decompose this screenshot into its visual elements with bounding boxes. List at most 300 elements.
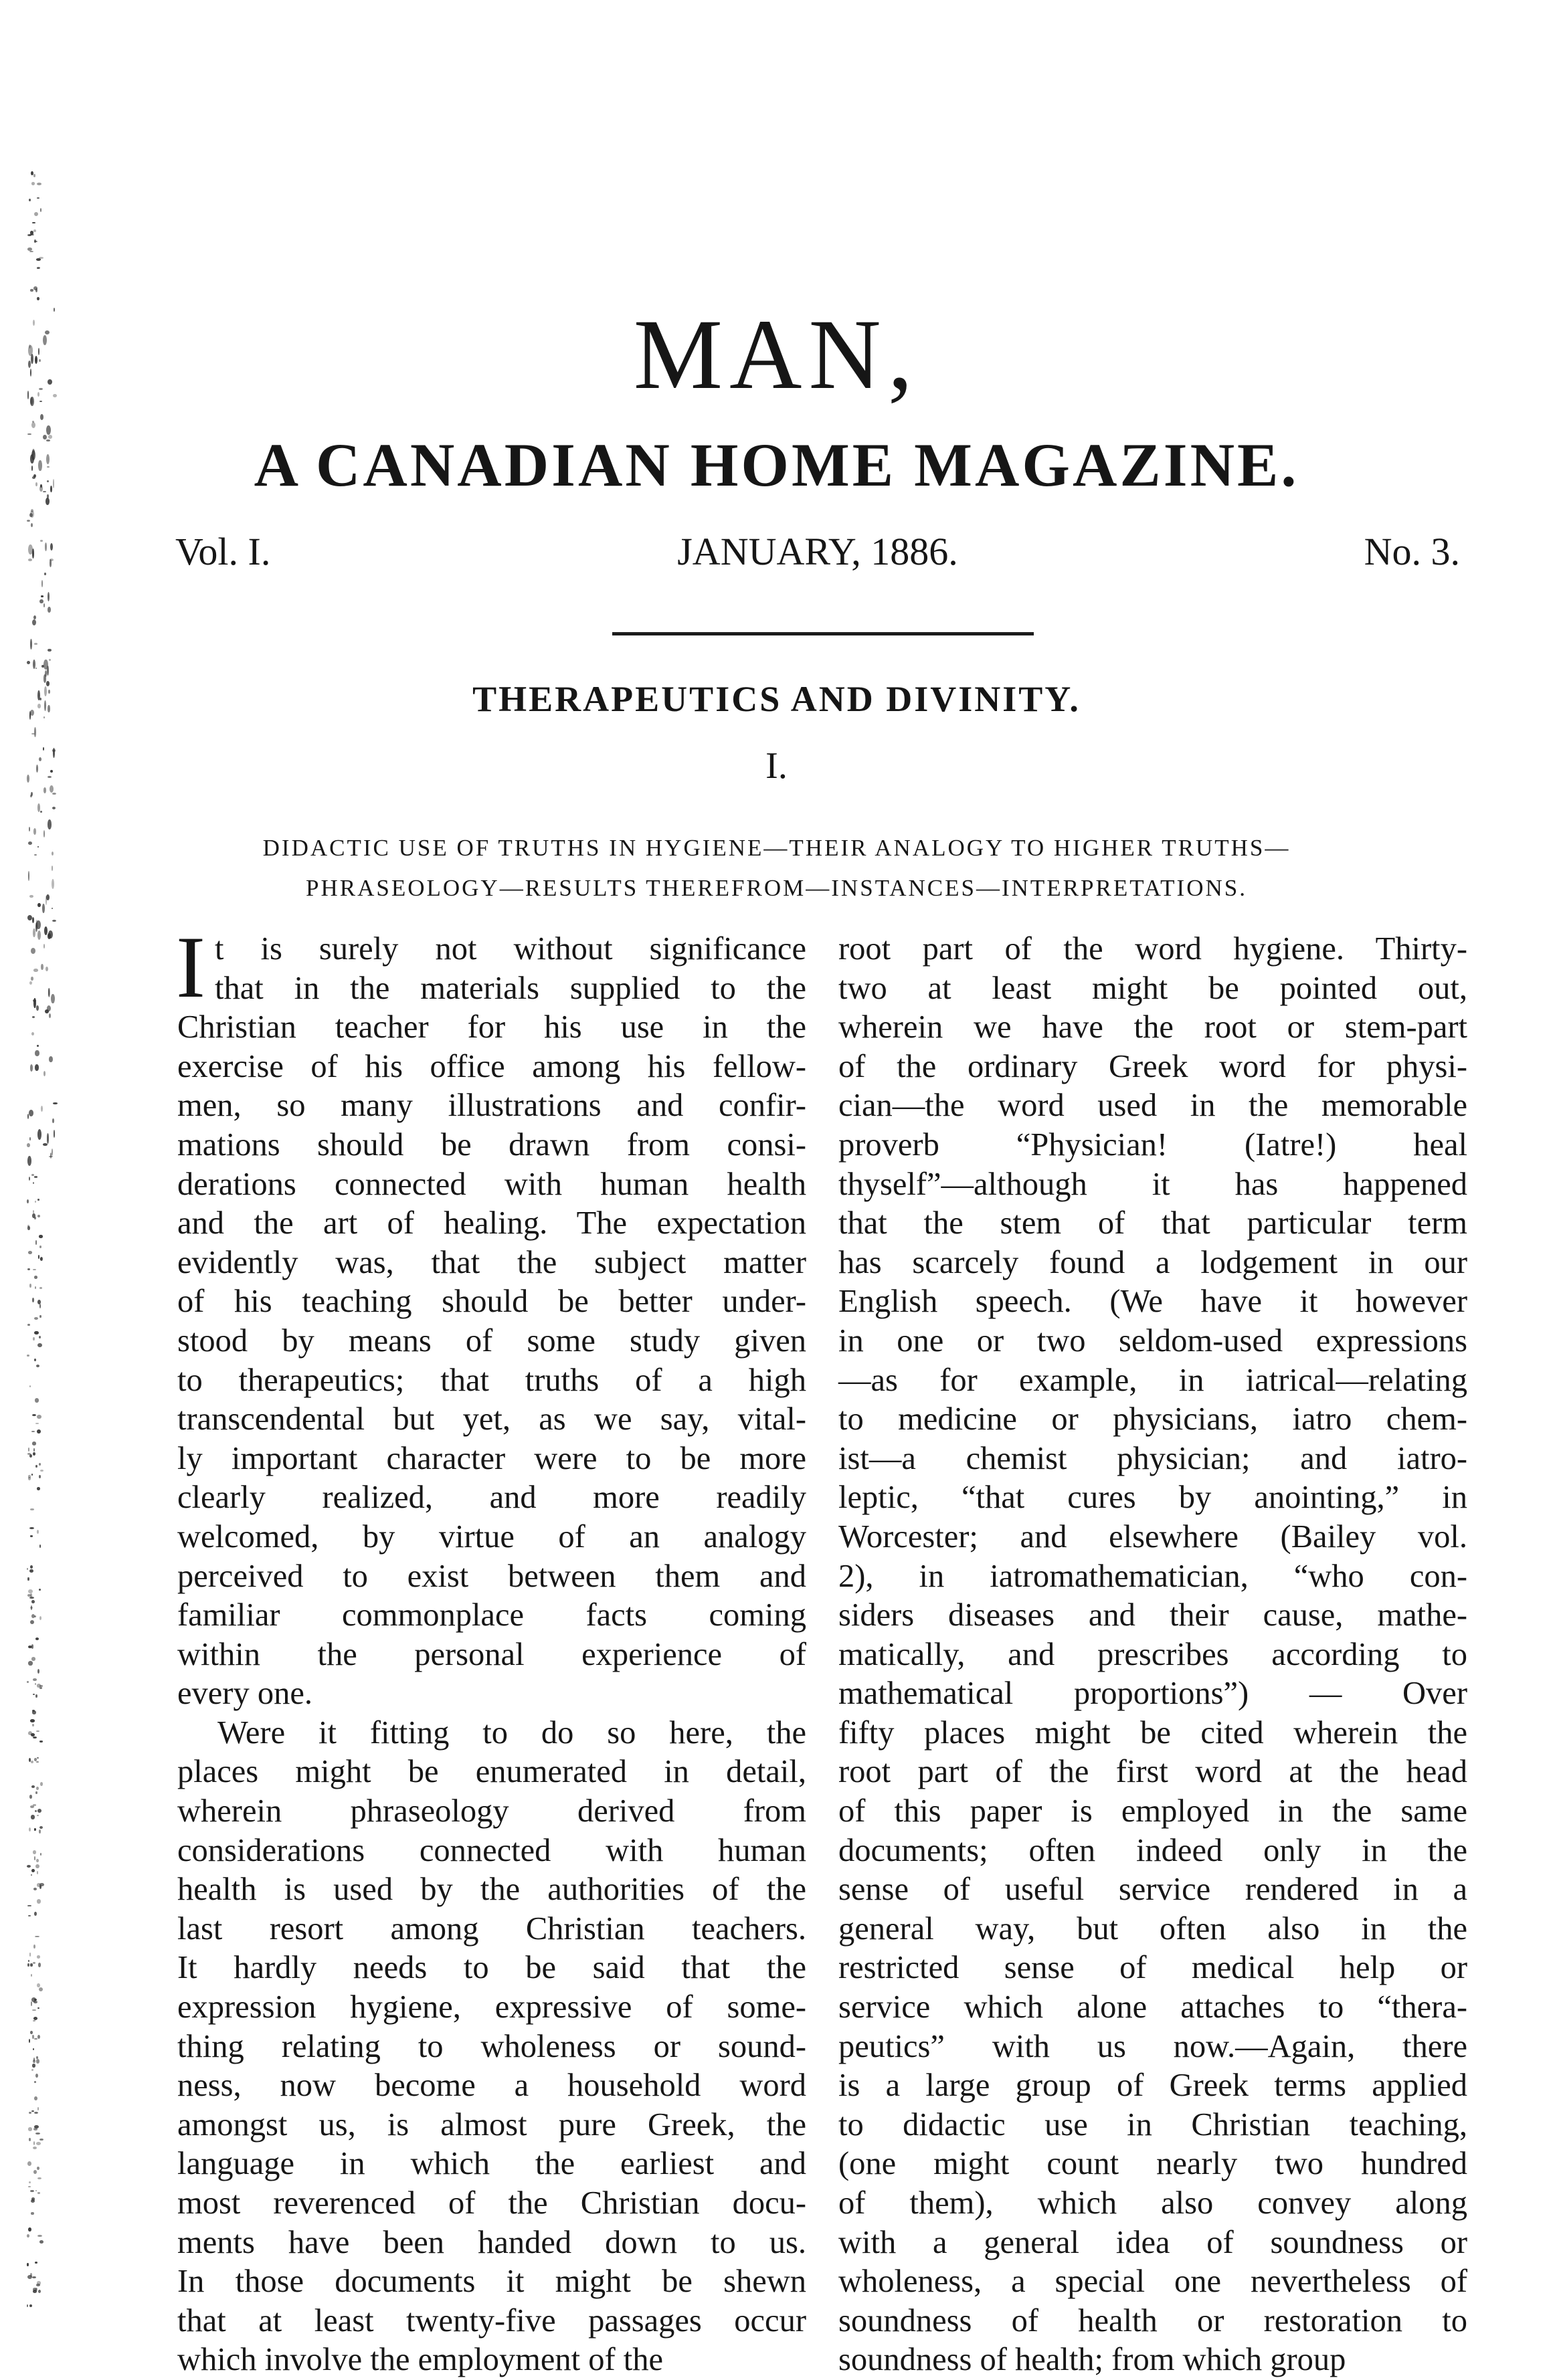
scan-speck bbox=[34, 2096, 37, 2100]
scan-speck bbox=[52, 1149, 53, 1156]
text-line: peutics” with us now.—Again, there bbox=[838, 2028, 1467, 2064]
scan-speck bbox=[33, 1694, 35, 1695]
scan-speck bbox=[51, 994, 54, 1003]
scan-speck bbox=[37, 1300, 41, 1304]
scan-speck bbox=[30, 639, 32, 650]
scan-speck bbox=[35, 1398, 39, 1402]
text-line: is a large group of Greek terms applied bbox=[838, 2068, 1467, 2104]
scan-speck bbox=[33, 2170, 37, 2174]
scan-speck bbox=[37, 1871, 38, 1874]
text-line: Worcester; and elsewhere (Bailey vol. bbox=[838, 1518, 1467, 1555]
scan-speck bbox=[33, 828, 37, 835]
scan-speck bbox=[40, 1853, 42, 1856]
scan-speck bbox=[30, 1963, 33, 1967]
scan-speck bbox=[35, 288, 37, 292]
text-line: 2), in iatromathematician, “who con- bbox=[838, 1558, 1467, 1594]
issue-volume: Vol. I. bbox=[175, 530, 271, 573]
text-line: t is surely not without significance bbox=[215, 931, 806, 967]
scan-speck bbox=[35, 2074, 38, 2078]
scan-speck bbox=[40, 1470, 43, 1472]
scan-speck bbox=[31, 182, 35, 185]
scan-speck bbox=[31, 2110, 34, 2112]
scan-speck bbox=[29, 1953, 31, 1957]
scan-speck bbox=[28, 871, 29, 881]
scan-speck bbox=[37, 1199, 39, 1200]
scan-speck bbox=[38, 1963, 41, 1967]
scan-speck bbox=[31, 2069, 33, 2071]
scan-speck bbox=[53, 1102, 58, 1104]
scan-speck bbox=[33, 1182, 34, 1184]
scan-speck bbox=[37, 1487, 40, 1490]
scan-speck bbox=[36, 1761, 39, 1763]
summary-line: DIDACTIC USE OF TRUTHS IN HYGIENE—THEIR ANALOGY TO HIGHER TRUTHS— bbox=[262, 835, 1291, 861]
scan-speck bbox=[36, 2284, 39, 2286]
scan-speck bbox=[35, 1791, 37, 1793]
scan-speck bbox=[34, 2038, 37, 2040]
text-line: that the stem of that particular term bbox=[838, 1205, 1467, 1242]
scan-speck bbox=[35, 1465, 37, 1468]
scan-speck bbox=[34, 1828, 37, 1831]
scan-speck bbox=[37, 1530, 39, 1534]
scan-speck bbox=[35, 2133, 40, 2135]
text-line: of them), which also convey along bbox=[838, 2185, 1467, 2221]
scan-speck bbox=[39, 1336, 41, 1338]
scan-speck bbox=[39, 1616, 41, 1620]
scan-speck bbox=[33, 2141, 35, 2145]
scan-speck bbox=[43, 1071, 45, 1076]
scan-speck bbox=[31, 1869, 34, 1872]
scan-speck bbox=[47, 1005, 51, 1011]
scan-speck bbox=[52, 866, 54, 871]
scan-speck bbox=[29, 1385, 31, 1387]
scan-speck bbox=[43, 603, 45, 607]
scan-speck bbox=[29, 827, 30, 831]
scan-speck bbox=[32, 1710, 35, 1712]
scan-speck bbox=[35, 1423, 38, 1424]
scan-speck bbox=[40, 1782, 43, 1786]
scan-speck bbox=[52, 852, 54, 856]
scan-speck bbox=[33, 1945, 35, 1949]
text-line: to didactic use in Christian teaching, bbox=[838, 2106, 1467, 2143]
scan-speck bbox=[30, 1719, 35, 1722]
article-title: THERAPEUTICS AND DIVINITY. bbox=[472, 679, 1081, 719]
scan-speck bbox=[31, 523, 33, 527]
scan-speck bbox=[36, 1005, 39, 1011]
scan-speck bbox=[31, 948, 35, 954]
text-line: of the ordinary Greek word for physi- bbox=[838, 1048, 1467, 1084]
scan-speck bbox=[36, 1730, 39, 1732]
right-column bbox=[838, 930, 1467, 2380]
scan-speck bbox=[28, 2186, 31, 2187]
scan-speck bbox=[37, 183, 41, 185]
scan-speck bbox=[40, 811, 42, 813]
text-line: health is used by the authorities of the bbox=[177, 1872, 806, 1908]
scan-speck bbox=[42, 904, 45, 913]
scan-speck bbox=[30, 1620, 34, 1624]
scan-speck bbox=[44, 573, 46, 575]
scan-speck bbox=[28, 1251, 32, 1254]
scan-speck bbox=[33, 2128, 37, 2130]
text-line: wherein phraseology derived from bbox=[177, 1793, 806, 1829]
scan-speck bbox=[29, 251, 33, 252]
scan-speck bbox=[31, 1657, 35, 1661]
scan-speck bbox=[32, 917, 35, 923]
scan-speck bbox=[39, 1741, 42, 1742]
scan-speck bbox=[28, 2227, 31, 2232]
scan-speck bbox=[27, 1324, 30, 1326]
section-divider bbox=[612, 632, 1034, 635]
scan-speck bbox=[37, 1757, 39, 1759]
scan-speck bbox=[37, 2235, 42, 2237]
scan-speck bbox=[33, 2020, 35, 2021]
scan-speck bbox=[48, 607, 51, 613]
scan-speck bbox=[39, 1304, 41, 1308]
issue-line bbox=[175, 528, 1460, 575]
scan-speck bbox=[33, 928, 35, 937]
scan-speck bbox=[32, 2009, 36, 2011]
scan-speck bbox=[52, 1118, 54, 1124]
scan-speck bbox=[27, 1905, 31, 1907]
scan-speck bbox=[36, 2142, 41, 2145]
scan-speck bbox=[40, 208, 41, 212]
scan-speck bbox=[40, 414, 43, 420]
scan-speck bbox=[34, 239, 36, 243]
scan-speck bbox=[31, 2197, 35, 2201]
text-line: language in which the earliest and bbox=[177, 2146, 806, 2182]
text-line: cian—the word used in the memorable bbox=[838, 1088, 1467, 1124]
scan-speck bbox=[37, 1429, 41, 1433]
scan-speck bbox=[34, 2112, 38, 2114]
scan-speck bbox=[31, 1614, 35, 1618]
issue-date: JANUARY, 1886. bbox=[677, 530, 958, 573]
scan-speck bbox=[37, 2192, 40, 2193]
scan-speck bbox=[54, 1130, 56, 1138]
scan-speck bbox=[27, 1143, 30, 1147]
scan-speck bbox=[34, 643, 38, 645]
text-line: with a general idea of soundness or bbox=[838, 2224, 1467, 2260]
scan-speck bbox=[37, 268, 39, 269]
scan-speck bbox=[38, 2290, 41, 2293]
text-line: fifty places might be cited wherein the bbox=[838, 1714, 1467, 1751]
scan-speck bbox=[43, 660, 48, 670]
text-line: last resort among Christian teachers. bbox=[177, 1910, 806, 1947]
scan-speck bbox=[28, 1960, 29, 1963]
scan-speck bbox=[37, 1809, 41, 1813]
scan-speck bbox=[32, 2035, 33, 2039]
scan-speck bbox=[29, 1110, 33, 1116]
scan-speck bbox=[48, 930, 53, 938]
text-line: expression hygiene, expressive of some- bbox=[177, 1989, 806, 2025]
text-line: matically, and prescribes according to bbox=[838, 1636, 1467, 1672]
scan-speck bbox=[35, 1638, 39, 1640]
scan-speck bbox=[27, 661, 30, 664]
scan-speck bbox=[34, 1856, 36, 1860]
scan-speck bbox=[27, 2304, 28, 2306]
text-line: men, so many illustrations and confir- bbox=[177, 1088, 806, 1124]
scan-speck bbox=[28, 2127, 32, 2130]
scan-speck bbox=[31, 1785, 35, 1788]
text-line: evidently was, that the subject matter bbox=[177, 1244, 806, 1280]
scan-speck bbox=[35, 1240, 37, 1245]
text-line: proverb “Physician! (Iatre!) heal bbox=[838, 1126, 1467, 1163]
text-line: (one might count nearly two hundred bbox=[838, 2146, 1467, 2182]
text-line: to therapeutics; that truths of a high bbox=[177, 1362, 806, 1398]
scan-speck bbox=[32, 1213, 35, 1218]
scan-speck bbox=[36, 920, 41, 929]
scan-speck bbox=[32, 1298, 34, 1302]
scan-speck bbox=[37, 1669, 39, 1674]
text-line: general way, but often also in the bbox=[838, 1910, 1467, 1947]
text-line: root part of the word hygiene. Thirty- bbox=[838, 931, 1467, 967]
scan-speck bbox=[36, 1787, 39, 1790]
scan-speck bbox=[37, 1045, 39, 1046]
scan-speck bbox=[36, 2059, 40, 2064]
text-line: restricted sense of medical help or bbox=[838, 1950, 1467, 1986]
scan-speck bbox=[39, 1235, 42, 1237]
scan-speck bbox=[37, 930, 41, 940]
scan-speck bbox=[34, 1331, 39, 1335]
text-line: wholeness, a special one nevertheless of bbox=[838, 2264, 1467, 2300]
scan-speck bbox=[30, 1064, 33, 1072]
scan-speck bbox=[31, 977, 33, 981]
scan-speck bbox=[37, 2035, 40, 2039]
scan-speck bbox=[40, 1257, 43, 1261]
scan-speck bbox=[49, 659, 51, 661]
scan-speck bbox=[45, 542, 47, 551]
scan-speck bbox=[35, 1683, 36, 1685]
scan-speck bbox=[39, 1246, 41, 1248]
scan-speck bbox=[29, 1284, 31, 1288]
scan-speck bbox=[33, 1337, 35, 1341]
scan-speck bbox=[43, 944, 45, 949]
scan-speck bbox=[37, 197, 39, 199]
scan-speck bbox=[31, 509, 33, 512]
scan-speck bbox=[47, 1133, 50, 1143]
scan-speck bbox=[33, 2290, 37, 2293]
scan-speck bbox=[39, 1987, 43, 1991]
scan-speck bbox=[41, 595, 43, 597]
text-line: considerations connected with human bbox=[177, 1832, 806, 1868]
scan-speck bbox=[33, 2147, 37, 2149]
scan-speck bbox=[28, 1448, 29, 1452]
left-column bbox=[176, 918, 806, 2380]
scan-speck bbox=[37, 846, 39, 848]
scan-speck bbox=[39, 1475, 41, 1478]
scan-speck bbox=[28, 1477, 31, 1480]
text-line: that at least twenty-five passages occur bbox=[177, 2302, 806, 2339]
text-line: exercise of his office among his fellow- bbox=[177, 1048, 806, 1084]
scan-speck bbox=[34, 1317, 38, 1320]
scan-speck bbox=[41, 964, 43, 970]
text-line: soundness of health or restoration to bbox=[838, 2302, 1467, 2339]
scan-speck bbox=[36, 1365, 39, 1367]
scan-speck bbox=[31, 422, 35, 428]
text-line: most reverenced of the Christian docu- bbox=[177, 2185, 806, 2221]
scan-speck bbox=[52, 879, 54, 889]
magazine-subtitle: A CANADIAN HOME MAGAZINE. bbox=[254, 431, 1299, 499]
text-line: soundness of health; from which group bbox=[838, 2342, 1346, 2378]
scan-speck bbox=[48, 819, 52, 829]
text-line: leptic, “that cures by anointing,” in bbox=[838, 1480, 1467, 1516]
scan-speck bbox=[31, 1997, 36, 2001]
scan-speck bbox=[31, 1761, 33, 1764]
scan-speck bbox=[30, 2190, 34, 2192]
text-line: that in the materials supplied to the bbox=[215, 970, 806, 1006]
scan-speck bbox=[35, 2262, 37, 2264]
scan-speck bbox=[37, 1129, 41, 1140]
scan-speck bbox=[31, 1032, 34, 1035]
text-line: service which alone attaches to “thera- bbox=[838, 1989, 1467, 2025]
scan-speck bbox=[32, 2276, 36, 2278]
scan-speck bbox=[27, 1226, 31, 1230]
scan-speck bbox=[34, 1912, 36, 1916]
scan-speck bbox=[31, 1974, 32, 1977]
scan-speck bbox=[33, 1269, 36, 1270]
text-line: —as for example, in iatrical—relating bbox=[838, 1362, 1467, 1398]
scan-speck bbox=[29, 199, 31, 202]
text-line: siders diseases and their cause, mathe- bbox=[838, 1597, 1467, 1633]
scan-speck bbox=[30, 1607, 33, 1609]
scan-speck bbox=[32, 619, 36, 625]
scan-speck bbox=[27, 520, 30, 522]
scan-speck bbox=[29, 1569, 33, 1573]
scan-speck bbox=[50, 543, 53, 551]
text-line: wherein we have the root or stem-part bbox=[838, 1009, 1467, 1046]
scan-speck bbox=[39, 599, 43, 604]
text-line: amongst us, is almost pure Greek, the bbox=[177, 2106, 806, 2143]
scan-speck bbox=[29, 981, 33, 985]
scan-speck bbox=[27, 1156, 31, 1166]
scan-speck bbox=[31, 2212, 33, 2215]
scan-speck bbox=[35, 2190, 37, 2191]
scan-speck bbox=[29, 2304, 32, 2307]
scan-speck bbox=[27, 1568, 28, 1570]
scan-speck bbox=[33, 969, 38, 971]
scan-speck bbox=[27, 1577, 29, 1581]
scan-speck bbox=[39, 2240, 43, 2244]
text-line: within the personal experience of bbox=[177, 1636, 806, 1672]
scan-speck bbox=[45, 967, 48, 971]
scan-speck bbox=[52, 807, 56, 809]
text-line: places might be enumerated in detail, bbox=[177, 1754, 806, 1790]
scan-speck bbox=[27, 1199, 29, 1203]
magazine-title: MAN, bbox=[633, 299, 920, 410]
scan-speck bbox=[27, 915, 32, 920]
scan-speck bbox=[43, 1143, 48, 1146]
scan-speck bbox=[28, 841, 31, 845]
article-summary bbox=[134, 828, 1419, 908]
text-line: In those documents it might be shewn bbox=[177, 2264, 806, 2300]
scan-speck bbox=[30, 231, 33, 234]
scan-speck bbox=[34, 854, 37, 856]
text-line: ly important character were to be more bbox=[177, 1440, 806, 1476]
scan-speck bbox=[29, 2039, 30, 2043]
scan-speck bbox=[29, 1137, 31, 1141]
scan-speck bbox=[48, 592, 50, 602]
scan-speck bbox=[39, 1287, 41, 1289]
scan-speck bbox=[28, 1661, 33, 1665]
text-line: in one or two seldom-used expressions bbox=[838, 1322, 1467, 1359]
scan-speck bbox=[36, 1859, 38, 1862]
scan-speck bbox=[27, 1355, 29, 1357]
text-line: root part of the first word at the head bbox=[838, 1754, 1467, 1790]
scan-speck bbox=[43, 830, 45, 837]
scan-speck bbox=[39, 1589, 40, 1591]
article-part-number: I. bbox=[765, 745, 788, 787]
scan-speck bbox=[52, 793, 56, 795]
scan-speck bbox=[37, 903, 41, 908]
scan-speck bbox=[40, 540, 42, 542]
scan-speck bbox=[27, 1681, 29, 1683]
scan-speck bbox=[27, 2263, 28, 2266]
text-line: has scarcely found a lodgement in our bbox=[838, 1244, 1467, 1280]
scan-speck bbox=[30, 1535, 33, 1536]
scan-speck bbox=[46, 894, 50, 901]
scan-speck bbox=[35, 1201, 36, 1202]
scan-speck bbox=[34, 1276, 38, 1279]
scan-speck bbox=[49, 1056, 52, 1062]
scan-speck bbox=[28, 1589, 33, 1593]
scan-speck bbox=[32, 1414, 37, 1416]
scan-speck bbox=[48, 988, 50, 998]
scan-speck bbox=[49, 1013, 51, 1018]
scan-speck bbox=[37, 2167, 39, 2170]
scan-speck bbox=[34, 1176, 37, 1177]
scan-speck bbox=[33, 1962, 35, 1964]
scan-speck bbox=[32, 1016, 35, 1018]
text-line: Christian teacher for his use in the bbox=[177, 1009, 806, 1046]
scan-speck bbox=[41, 580, 43, 587]
scan-speck bbox=[37, 2107, 39, 2110]
scan-speck bbox=[28, 1731, 32, 1735]
scan-speck bbox=[30, 1805, 34, 1808]
drop-cap: I bbox=[176, 918, 205, 1016]
scan-speck bbox=[37, 1343, 42, 1347]
scan-speck bbox=[33, 229, 36, 233]
text-line: two at least might be pointed out, bbox=[838, 970, 1467, 1006]
scan-speck bbox=[31, 1644, 34, 1649]
scan-speck bbox=[33, 174, 36, 177]
scan-speck bbox=[31, 792, 33, 796]
scan-speck bbox=[35, 1050, 39, 1056]
scan-speck bbox=[35, 1064, 38, 1070]
text-line: to medicine or physicians, iatro chem- bbox=[838, 1401, 1467, 1437]
scan-speck bbox=[29, 895, 33, 898]
scan-speck bbox=[36, 2056, 37, 2059]
scan-speck bbox=[37, 1415, 41, 1419]
text-line: English speech. (We have it however bbox=[838, 1284, 1467, 1320]
scan-speck bbox=[31, 1474, 33, 1476]
scan-speck bbox=[31, 2001, 33, 2005]
scan-speck bbox=[29, 1177, 30, 1181]
scan-speck bbox=[27, 1963, 30, 1967]
scan-speck bbox=[33, 1737, 37, 1739]
scan-speck bbox=[32, 1724, 34, 1726]
scan-speck bbox=[48, 649, 51, 652]
scan-speck bbox=[37, 1983, 40, 1988]
scan-speck bbox=[39, 1826, 43, 1829]
text-line: transcendental but yet, as we say, vital- bbox=[177, 1401, 806, 1437]
scan-speck bbox=[52, 908, 53, 909]
scan-speck bbox=[35, 1694, 37, 1698]
scan-speck bbox=[41, 1106, 43, 1112]
text-line: documents; often indeed only in the bbox=[838, 1832, 1467, 1868]
text-line: ness, now become a household word bbox=[177, 2068, 806, 2104]
scan-speck bbox=[37, 1955, 40, 1959]
scan-speck bbox=[39, 2139, 43, 2141]
scan-speck bbox=[34, 727, 36, 737]
scan-speck bbox=[31, 1600, 35, 1603]
